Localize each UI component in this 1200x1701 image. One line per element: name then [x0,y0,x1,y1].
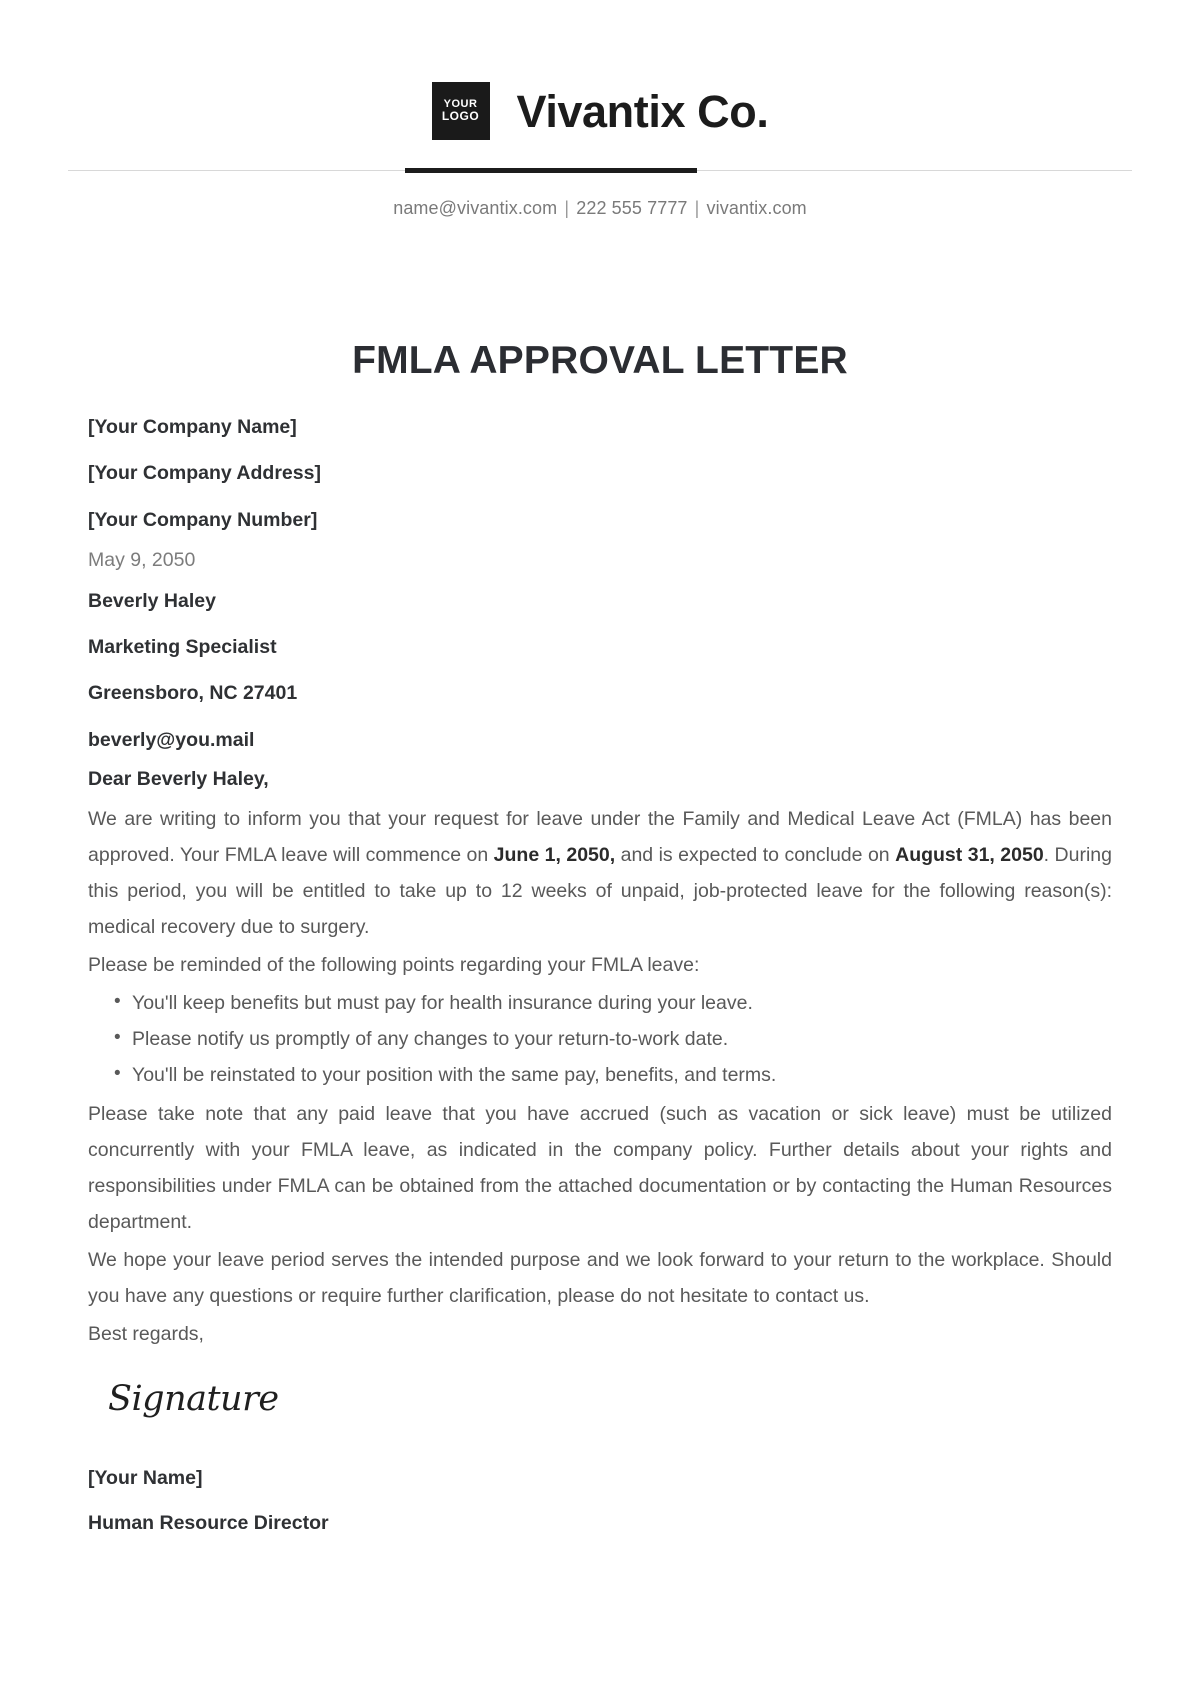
letter-date: May 9, 2050 [88,549,196,572]
contact-separator-1: | [564,198,570,218]
contact-phone: 222 555 7777 [576,198,688,218]
list-item: • You'll be reinstated to your position with the same pay, benefits, and terms. [114,1057,1112,1093]
divider-accent-bar [405,168,697,173]
leave-start-date: June 1, 2050, [493,844,616,867]
paragraph-approval-part1: We are writing to inform you that your request for leave under the Family and Medical Leave Act (FMLA) has been approved. Your FMLA leave will commence on [88,808,1112,867]
closing-phrase: Best regards, [88,1322,204,1345]
recipient-job-title: Marketing Specialist [88,635,277,658]
letter-content [0,339,1200,1535]
paragraph-approval [88,801,1112,945]
sender-block [88,415,1112,573]
paragraph-closing-message: We hope your leave period serves the intended purpose and we look forward to your return to the workplace. Should you have any questions or require further clarification, please do not hesitate to contact us. [88,1248,1112,1307]
logo-text-bottom: LOGO [441,109,480,124]
logo-text-top: YOUR [443,98,478,111]
points-intro: Please be reminded of the following points regarding your FMLA leave: [88,954,700,977]
page-title: FMLA APPROVAL LETTER [352,339,848,382]
signer-name: [Your Name] [88,1466,203,1489]
paragraph-approval-part2: and is expected to conclude on [615,844,896,867]
list-item: • Please notify us promptly of any changes to your return-to-work date. [114,1021,1112,1057]
letterhead [0,0,1200,219]
sender-company-address: [Your Company Address] [88,462,321,485]
paragraph-approval-part3: . During this period, you will be entitled to take up to 12 weeks of unpaid, job-protected leave for the following reason(s): medical recovery due to surgery. [88,844,1112,939]
header-divider [0,168,1200,174]
list-item: • You'll keep benefits but must pay for health insurance during your leave. [114,985,1112,1021]
contact-info-line [0,198,1200,219]
signature-mark: Signature [108,1378,279,1419]
recipient-location: Greensboro, NC 27401 [88,682,298,705]
contact-website: vivantix.com [706,198,807,218]
salutation: Dear Beverly Haley, [88,768,269,790]
contact-email: name@vivantix.com [393,198,558,218]
sender-company-number: [Your Company Number] [88,508,318,531]
recipient-email: beverly@you.mail [88,728,255,751]
signer-role: Human Resource Director [88,1511,329,1534]
paragraph-paid-leave: Please take note that any paid leave that you have accrued (such as vacation or sick leave) must be utilized concurrently with your FMLA leave, as indicated in the company policy. Further details about your rights and responsibilities under FMLA can be obtained from the attached documentation or by contacting the Human Resources department. [88,1102,1112,1233]
recipient-name: Beverly Haley [88,589,216,612]
leave-end-date: August 31, 2050 [895,844,1044,867]
recipient-block [88,589,1112,753]
signer-block [88,1467,1112,1535]
sender-company-name: [Your Company Name] [88,416,297,438]
company-brand-name: Vivantix Co. [516,85,769,137]
brand-row [0,82,1200,140]
reminder-points-list [88,985,1112,1093]
contact-separator-2: | [694,198,700,218]
company-logo-icon [432,82,490,140]
